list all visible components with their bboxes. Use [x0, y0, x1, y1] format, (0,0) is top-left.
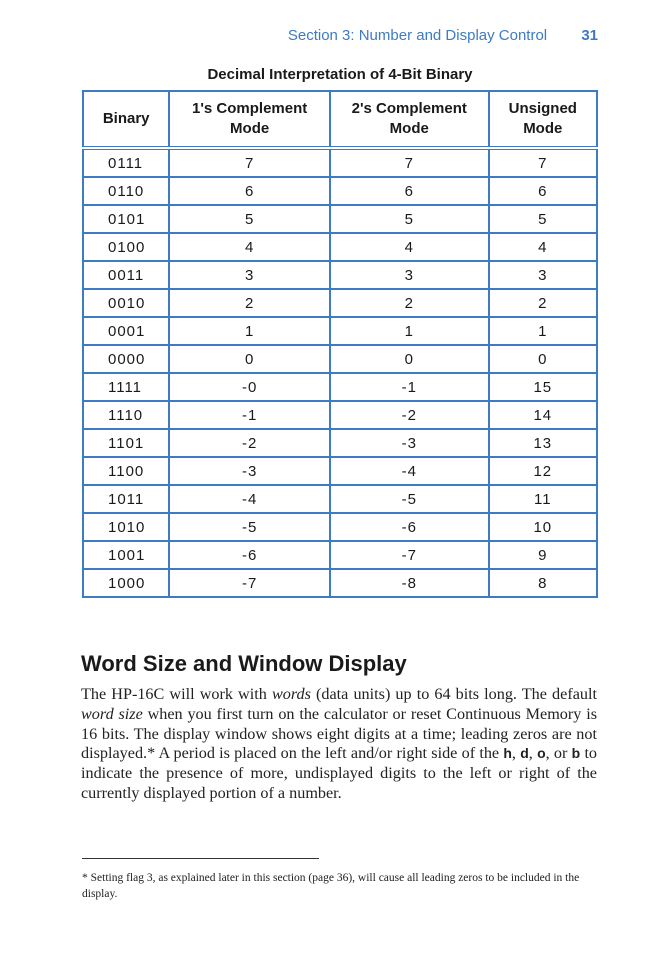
table-title: Decimal Interpretation of 4-Bit Binary: [207, 66, 473, 83]
unsigned-cell: 15: [489, 373, 597, 401]
twos-complement-cell: -8: [330, 569, 489, 597]
unsigned-cell: 5: [489, 205, 597, 233]
twos-complement-cell: -5: [330, 485, 489, 513]
ones-complement-cell: -7: [169, 569, 330, 597]
binary-cell: 0011: [83, 261, 169, 289]
key-o: o: [537, 745, 546, 762]
table-row: [83, 289, 597, 317]
twos-complement-cell: 3: [330, 261, 489, 289]
table-row: [83, 569, 597, 597]
table-header-row: [83, 91, 597, 148]
table-row: [83, 205, 597, 233]
unsigned-cell: 3: [489, 261, 597, 289]
table-row: [83, 233, 597, 261]
binary-cell: 0001: [83, 317, 169, 345]
unsigned-cell: 4: [489, 233, 597, 261]
table-row: [83, 457, 597, 485]
twos-complement-cell: 6: [330, 177, 489, 205]
twos-complement-cell: -1: [330, 373, 489, 401]
ones-complement-cell: 7: [169, 148, 330, 177]
header-unsigned: Unsigned Mode: [489, 91, 597, 148]
table-row: [83, 148, 597, 177]
table-row: [83, 429, 597, 457]
unsigned-cell: 10: [489, 513, 597, 541]
page-header: [0, 27, 598, 44]
binary-cell: 1100: [83, 457, 169, 485]
ones-complement-cell: -4: [169, 485, 330, 513]
section-title: Word Size and Window Display: [81, 651, 407, 676]
header-binary: Binary: [83, 91, 169, 148]
twos-complement-cell: -4: [330, 457, 489, 485]
unsigned-cell: 8: [489, 569, 597, 597]
ones-complement-cell: 3: [169, 261, 330, 289]
table-row: [83, 177, 597, 205]
footnote-divider: [82, 858, 319, 859]
table-row: [83, 373, 597, 401]
ones-complement-cell: -0: [169, 373, 330, 401]
section-header: Section 3: Number and Display Control: [287, 27, 548, 44]
emphasis-word-size: word size: [81, 704, 143, 723]
footnote: * Setting flag 3, as explained later in this section (page 36), will cause all leading zeros to be included in the display.: [82, 872, 580, 900]
unsigned-cell: 13: [489, 429, 597, 457]
binary-cell: 1010: [83, 513, 169, 541]
binary-cell: 0000: [83, 345, 169, 373]
key-h: h: [503, 745, 512, 762]
ones-complement-cell: 0: [169, 345, 330, 373]
unsigned-cell: 0: [489, 345, 597, 373]
ones-complement-cell: 5: [169, 205, 330, 233]
ones-complement-cell: -3: [169, 457, 330, 485]
table-row: [83, 401, 597, 429]
binary-cell: 0101: [83, 205, 169, 233]
twos-complement-cell: 1: [330, 317, 489, 345]
table-row: [83, 345, 597, 373]
table-row: [83, 485, 597, 513]
unsigned-cell: 11: [489, 485, 597, 513]
binary-cell: 0110: [83, 177, 169, 205]
twos-complement-cell: -7: [330, 541, 489, 569]
table-row: [83, 513, 597, 541]
binary-cell: 1011: [83, 485, 169, 513]
twos-complement-cell: -6: [330, 513, 489, 541]
unsigned-cell: 9: [489, 541, 597, 569]
unsigned-cell: 14: [489, 401, 597, 429]
twos-complement-cell: 4: [330, 233, 489, 261]
unsigned-cell: 1: [489, 317, 597, 345]
ones-complement-cell: -1: [169, 401, 330, 429]
twos-complement-cell: 2: [330, 289, 489, 317]
ones-complement-cell: 4: [169, 233, 330, 261]
header-ones-complement: 1's Complement Mode: [169, 91, 330, 148]
key-d: d: [520, 745, 529, 762]
binary-cell: 0100: [83, 233, 169, 261]
unsigned-cell: 6: [489, 177, 597, 205]
binary-cell: 1101: [83, 429, 169, 457]
table-row: [83, 541, 597, 569]
binary-cell: 1001: [83, 541, 169, 569]
body-paragraph: The HP-16C will work with words (data units) up to 64 bits long. The default word size when you first turn on the calculator or reset Continuous Memory is 16 bits. The display window shows eight digits at a time; leading zeros are not displayed.* A period is placed on the left and/or right side of the h, d, o, or b to indicate the presence of more, undisplayed digits to the left or right of the currently displayed portion of a number.: [81, 685, 598, 802]
key-b: b: [571, 745, 581, 762]
table-row: [83, 317, 597, 345]
page-number: 31: [581, 27, 598, 44]
binary-cell: 0010: [83, 289, 169, 317]
binary-cell: 0111: [108, 154, 144, 172]
ones-complement-cell: 2: [169, 289, 330, 317]
ones-complement-cell: 6: [169, 177, 330, 205]
binary-cell: 1111: [83, 373, 169, 401]
twos-complement-cell: -3: [330, 429, 489, 457]
table-row: [83, 261, 597, 289]
twos-complement-cell: -2: [330, 401, 489, 429]
binary-cell: 1000: [83, 569, 169, 597]
unsigned-cell: 12: [489, 457, 597, 485]
ones-complement-cell: 1: [169, 317, 330, 345]
twos-complement-cell: 7: [330, 148, 489, 177]
twos-complement-cell: 5: [330, 205, 489, 233]
ones-complement-cell: -6: [169, 541, 330, 569]
twos-complement-cell: 0: [330, 345, 489, 373]
binary-table: [82, 90, 598, 598]
header-twos-complement: 2's Complement Mode: [330, 91, 489, 148]
unsigned-cell: 7: [489, 148, 597, 177]
emphasis-words: words: [271, 685, 311, 703]
unsigned-cell: 2: [489, 289, 597, 317]
ones-complement-cell: -5: [169, 513, 330, 541]
binary-cell: 1110: [83, 401, 169, 429]
ones-complement-cell: -2: [169, 429, 330, 457]
